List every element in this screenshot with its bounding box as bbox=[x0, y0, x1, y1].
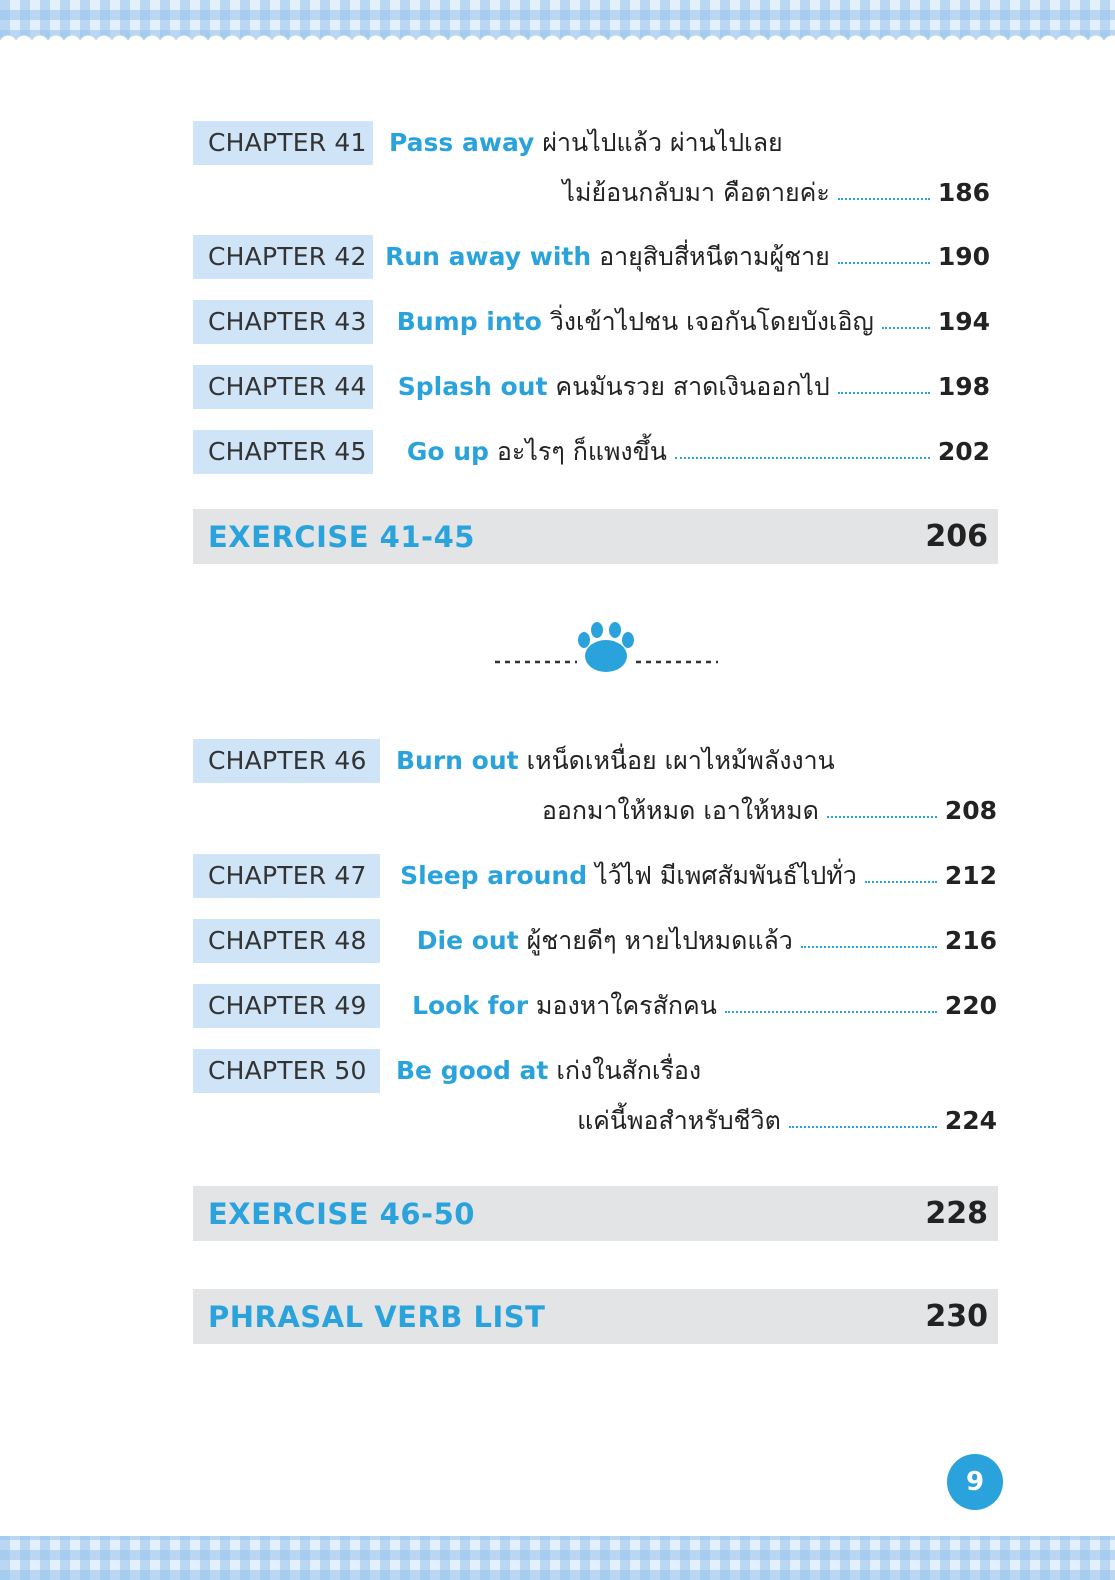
toc-entry-50[interactable] bbox=[193, 1049, 1005, 1149]
leader-dots bbox=[838, 188, 930, 200]
entry-title bbox=[398, 365, 990, 409]
exercise-page: 206 bbox=[925, 519, 988, 554]
toc-group-41-45 bbox=[193, 121, 1005, 474]
toc-entry-47[interactable] bbox=[193, 854, 1005, 898]
leader-dots bbox=[675, 447, 930, 459]
leader-dots bbox=[789, 1116, 937, 1128]
phrasal-verb: Bump into bbox=[396, 307, 542, 336]
thai-description: เหน็ดเหนื่อย เผาไหม้พลังงาน bbox=[526, 746, 835, 775]
phrasal-verb: Run away with bbox=[385, 242, 592, 271]
thai-description: อะไรๆ ก็แพงขึ้น bbox=[496, 437, 667, 466]
chapter-label: CHAPTER 46 bbox=[193, 739, 380, 783]
chapter-label: CHAPTER 42 bbox=[193, 235, 373, 279]
chapter-label: CHAPTER 41 bbox=[193, 121, 373, 165]
page-number: 186 bbox=[937, 178, 990, 207]
paw-divider bbox=[493, 618, 723, 678]
leader-dots bbox=[725, 1001, 937, 1013]
toc-entry-44[interactable] bbox=[193, 365, 1005, 409]
entry-second-line bbox=[562, 171, 990, 215]
phrasal-verb: Go up bbox=[406, 437, 489, 466]
phrasal-verb-list-bar[interactable] bbox=[193, 1289, 998, 1344]
thai-description: มองหาใครสักคน bbox=[536, 991, 717, 1020]
leader-dots bbox=[882, 317, 930, 329]
leader-dots bbox=[838, 382, 930, 394]
toc-entry-45[interactable] bbox=[193, 430, 1005, 474]
page-number: 198 bbox=[937, 372, 990, 401]
phrasal-verb: Sleep around bbox=[400, 861, 588, 890]
thai-description-cont: ไม่ย้อนกลับมา คือตายค่ะ bbox=[562, 178, 830, 207]
scalloped-edge bbox=[0, 30, 1115, 44]
page-number: 224 bbox=[944, 1106, 997, 1135]
phrasal-verb: Look for bbox=[412, 991, 529, 1020]
page-number: 190 bbox=[937, 242, 990, 271]
toc-entry-42[interactable] bbox=[193, 235, 1005, 279]
thai-description: ผ่านไปแล้ว ผ่านไปเลย bbox=[542, 128, 783, 157]
chapter-label: CHAPTER 44 bbox=[193, 365, 373, 409]
toc-entry-48[interactable] bbox=[193, 919, 1005, 963]
entry-title bbox=[396, 739, 835, 783]
thai-description-cont: แค่นี้พอสำหรับชีวิต bbox=[577, 1106, 781, 1135]
leader-dots bbox=[865, 871, 937, 883]
entry-title bbox=[412, 984, 997, 1028]
entry-title bbox=[407, 430, 990, 474]
page-number: 220 bbox=[944, 991, 997, 1020]
phrasal-verb: Pass away bbox=[389, 128, 535, 157]
phrasal-list-label: PHRASAL VERB LIST bbox=[208, 1299, 546, 1334]
leader-dots bbox=[838, 252, 930, 264]
exercise-41-45-bar[interactable] bbox=[193, 509, 998, 564]
phrasal-verb: Burn out bbox=[396, 746, 519, 775]
toc-entry-46[interactable] bbox=[193, 739, 1005, 839]
leader-dots bbox=[801, 936, 937, 948]
phrasal-verb: Splash out bbox=[397, 372, 548, 401]
chapter-label: CHAPTER 43 bbox=[193, 300, 373, 344]
thai-description: อายุสิบสี่หนีตามผู้ชาย bbox=[599, 242, 830, 271]
page-number: 212 bbox=[944, 861, 997, 890]
thai-description: ผู้ชายดีๆ หายไปหมดแล้ว bbox=[526, 926, 793, 955]
chapter-label: CHAPTER 47 bbox=[193, 854, 380, 898]
page-number: 194 bbox=[937, 307, 990, 336]
entry-title bbox=[417, 919, 997, 963]
chapter-label: CHAPTER 48 bbox=[193, 919, 380, 963]
entry-title bbox=[397, 300, 990, 344]
thai-description: เก่งในสักเรื่อง bbox=[556, 1056, 702, 1085]
thai-description: ไว้ไฟ มีเพศสัมพันธ์ไปทั่ว bbox=[595, 861, 857, 890]
toc-group-46-50 bbox=[193, 739, 1005, 1149]
phrasal-verb: Be good at bbox=[396, 1056, 549, 1085]
chapter-label: CHAPTER 49 bbox=[193, 984, 380, 1028]
exercise-label: EXERCISE 46-50 bbox=[208, 1196, 475, 1231]
bottom-gingham-border bbox=[0, 1536, 1115, 1580]
page-number: 216 bbox=[944, 926, 997, 955]
exercise-label: EXERCISE 41-45 bbox=[208, 519, 475, 554]
toc-entry-49[interactable] bbox=[193, 984, 1005, 1028]
toc-entry-43[interactable] bbox=[193, 300, 1005, 344]
paw-print-icon bbox=[578, 622, 634, 672]
chapter-label: CHAPTER 50 bbox=[193, 1049, 380, 1093]
exercise-46-50-bar[interactable] bbox=[193, 1186, 998, 1241]
toc-entry-41[interactable] bbox=[193, 121, 1005, 221]
thai-description-cont: ออกมาให้หมด เอาให้หมด bbox=[541, 796, 819, 825]
page-number: 208 bbox=[944, 796, 997, 825]
page-number: 202 bbox=[937, 437, 990, 466]
leader-dots bbox=[827, 806, 937, 818]
exercise-page: 228 bbox=[925, 1196, 988, 1231]
entry-second-line bbox=[542, 789, 997, 833]
phrasal-verb: Die out bbox=[416, 926, 519, 955]
chapter-label: CHAPTER 45 bbox=[193, 430, 373, 474]
entry-title bbox=[385, 235, 990, 279]
entry-title bbox=[396, 1049, 701, 1093]
thai-description: วิ่งเข้าไปชน เจอกันโดยบังเอิญ bbox=[549, 307, 874, 336]
entry-title bbox=[400, 854, 997, 898]
page-number-badge: 9 bbox=[947, 1454, 1003, 1510]
phrasal-list-page: 230 bbox=[925, 1299, 988, 1334]
entry-title bbox=[389, 121, 783, 165]
entry-second-line bbox=[577, 1099, 997, 1143]
thai-description: คนมันรวย สาดเงินออกไป bbox=[555, 372, 830, 401]
